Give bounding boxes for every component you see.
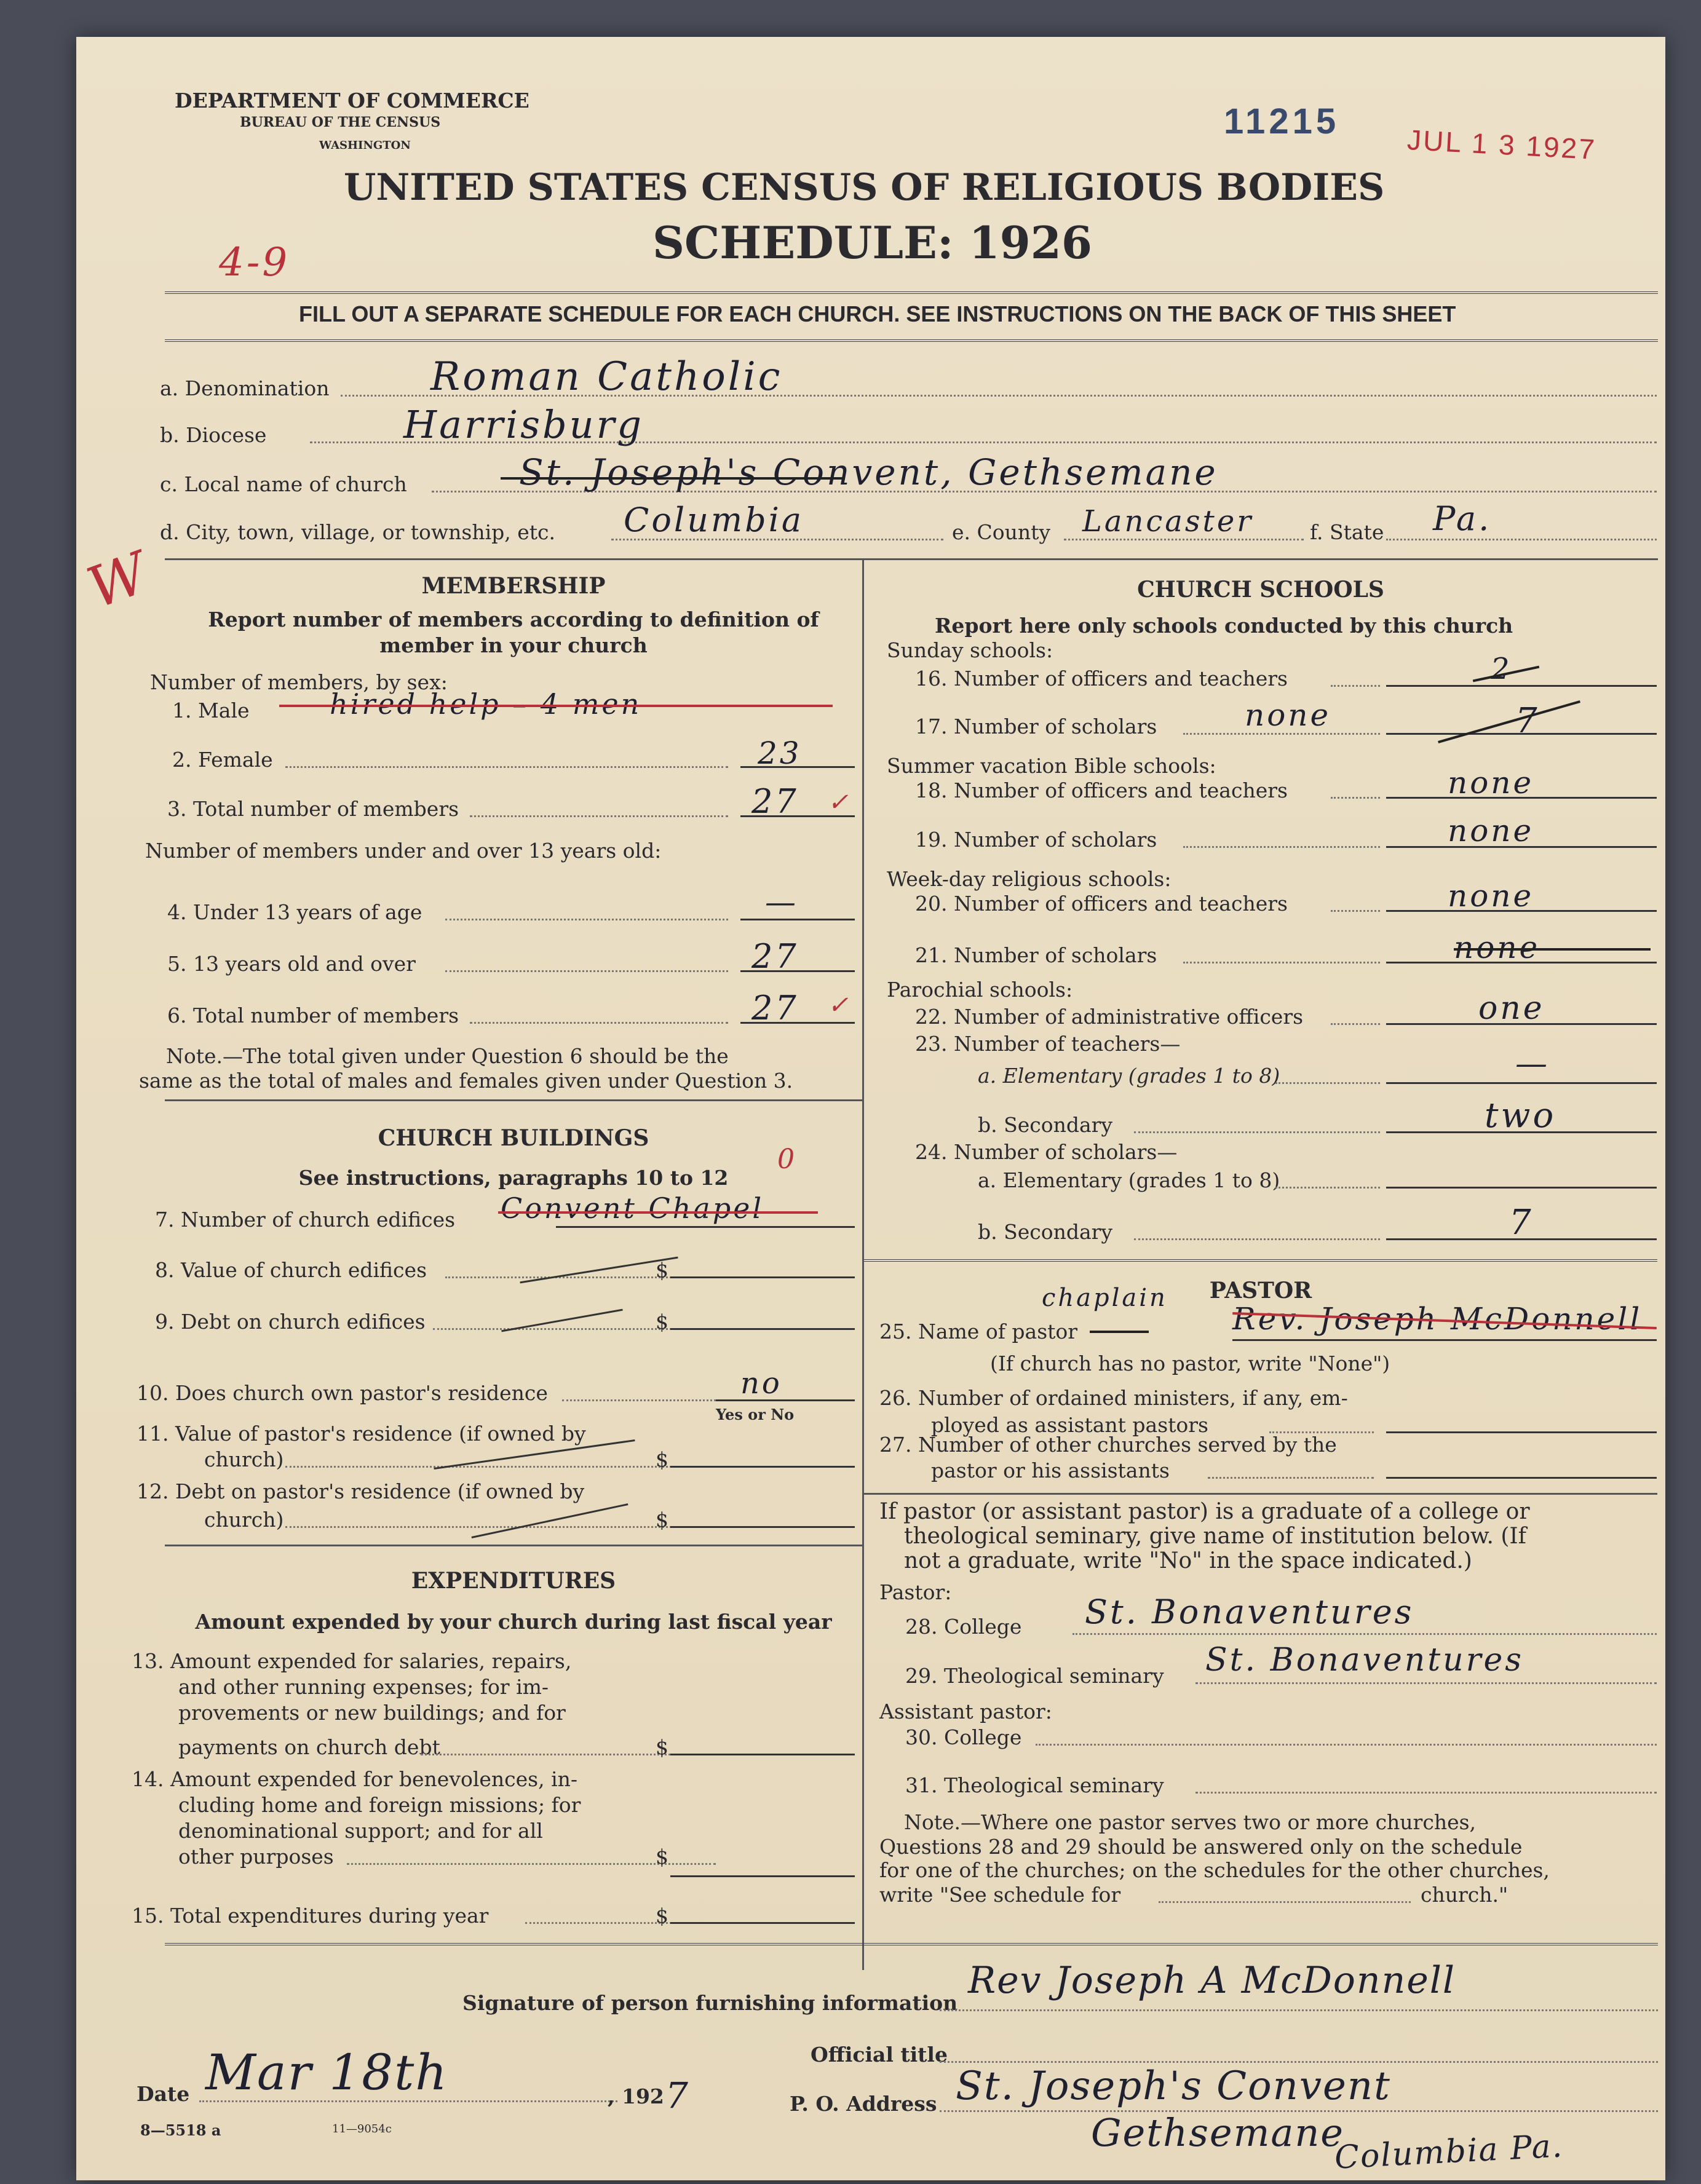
q4-dotline [445,919,728,920]
church-name-value[interactable]: St. Joseph's Convent, Gethsemane [519,451,1218,493]
q25-pastor-strike [1090,1331,1149,1333]
county-line [1064,539,1304,540]
buildings-rule [165,1545,862,1546]
q6-dotline [470,1022,728,1024]
q22-label: 22. Number of administrative officers [915,1005,1304,1029]
q25-value[interactable]: Rev. Joseph McDonnell [1232,1301,1643,1337]
q16-label: 16. Number of officers and teachers [915,667,1288,690]
graduate-line3: not a graduate, write "No" in the space indicated.) [904,1548,1472,1573]
q23-label: 23. Number of teachers— [915,1032,1181,1056]
pastor-note-blank [1159,1901,1411,1903]
q28-label: 28. College [905,1615,1022,1639]
official-title-line [940,2061,1658,2063]
q31-dotline [1195,1792,1657,1794]
q12-dollar: $ [656,1508,668,1532]
q8-answer-line [670,1276,855,1278]
q18-dotline [1331,797,1380,799]
q23a-answer-line [1386,1082,1657,1084]
date-label: Date [137,2082,190,2106]
schedule-title: SCHEDULE: 1926 [652,216,1092,269]
q12-dotline [285,1526,716,1528]
header-rule [165,291,1658,294]
q11-label: 11. Value of pastor's residence (if owned by [137,1422,586,1446]
q15-label: 15. Total expenditures during year [132,1904,489,1928]
q30-label: 30. College [905,1725,1022,1749]
serial-number: 11215 [1224,101,1340,141]
po-address-line3[interactable]: Columbia Pa. [1333,2127,1564,2177]
denomination-label: a. Denomination [160,376,330,400]
q14-line3: denominational support; and for all [178,1819,543,1843]
q17-value-none[interactable]: none [1245,697,1331,733]
summer-schools-label: Summer vacation Bible schools: [887,754,1216,778]
membership-sub2: member in your church [379,633,648,657]
form-title: UNITED STATES CENSUS OF RELIGIOUS BODIES [344,166,1385,209]
members-by-age-label: Number of members under and over 13 years old: [145,839,662,863]
q14-line2: cluding home and foreign missions; for [178,1793,581,1817]
q19-value[interactable]: none [1448,813,1534,849]
graduate-line2: theological seminary, give name of institution below. (If [904,1524,1526,1549]
q3-dotline [470,815,728,817]
q21-label: 21. Number of scholars [915,943,1157,967]
q23b-value[interactable]: two [1485,1096,1556,1136]
q13-answer-line [670,1754,855,1755]
q5-value[interactable]: 27 [751,937,799,976]
pastor-note-line3: for one of the churches; on the schedules for the other churches, [879,1858,1550,1882]
q20-dotline [1331,910,1380,912]
q2-dotline [285,766,728,768]
q24b-value[interactable]: 7 [1509,1203,1534,1243]
q23a-dotline [1275,1082,1380,1084]
signature-label: Signature of person furnishing information [462,1991,958,2015]
q2-value[interactable]: 23 [758,735,802,771]
signature-line [940,2009,1658,2011]
q11-label-cont: church) [204,1447,284,1471]
q17-strike [1438,700,1580,743]
q29-label: 29. Theological seminary [905,1664,1164,1688]
q25-answer-line [1232,1339,1657,1341]
assistant-subhead: Assistant pastor: [879,1699,1052,1723]
q3-value[interactable]: 27 [751,782,799,821]
year-digit[interactable]: 7 [665,2075,691,2116]
q11-answer-line [670,1466,855,1468]
q27-label: 27. Number of other churches served by the [879,1433,1337,1457]
q24a-dotline [1275,1187,1380,1189]
q5-dotline [445,970,728,972]
buildings-heading: CHURCH BUILDINGS [378,1125,649,1151]
pastor-subhead: Pastor: [879,1580,952,1604]
q19-dotline [1183,846,1380,848]
q25-chaplain-note: chaplain [1042,1284,1168,1312]
expenditures-sub: Amount expended by your church during last fiscal year [195,1610,832,1634]
q24-label: 24. Number of scholars— [915,1140,1178,1164]
parochial-schools-label: Parochial schools: [887,978,1073,1002]
q7-value[interactable]: Convent Chapel [501,1192,764,1225]
q30-dotline [1036,1744,1657,1746]
q21-value[interactable]: none [1454,930,1540,965]
q9-dollar: $ [656,1310,668,1334]
q24a-answer-line [1386,1187,1657,1189]
q23a-value[interactable]: — [1515,1045,1550,1082]
q26-answer-line [1386,1431,1657,1433]
pastor-note-line4: write "See schedule for [879,1883,1121,1907]
q20-label: 20. Number of officers and teachers [915,892,1288,916]
q21-strike [1454,948,1651,951]
graduate-line1: If pastor (or assistant pastor) is a graduate of a college or [879,1499,1530,1524]
pastor-note-line2: Questions 28 and 29 should be answered only on the schedule [879,1835,1523,1859]
q28-dotline [1073,1633,1657,1635]
city-value[interactable]: Columbia [624,501,804,539]
city-label: d. City, town, village, or township, etc. [160,520,556,544]
q13-line2: and other running expenses; for im- [178,1675,549,1699]
membership-note-line2: same as the total of males and females given under Question 3. [139,1069,793,1093]
q12-answer-line [670,1526,855,1528]
q7-margin-mark: 0 [777,1144,797,1175]
q1-strike [279,705,833,707]
q8-dash [520,1257,678,1284]
q14-answer-line [670,1875,855,1877]
q14-line4: other purposes [178,1845,334,1869]
state-value[interactable]: Pa. [1433,499,1492,538]
q18-label: 18. Number of officers and teachers [915,778,1288,802]
church-name-strike [501,477,845,480]
q27-answer-line [1386,1477,1657,1479]
membership-note-line1: Note.—The total given under Question 6 should be the [166,1044,729,1068]
q13-line3: provements or new buildings; and for [178,1701,566,1725]
po-address-line1[interactable]: St. Joseph's Convent [956,2063,1391,2109]
pastor-note-line1: Note.—Where one pastor serves two or more churches, [904,1810,1477,1834]
q16-value[interactable]: 2 [1491,652,1512,686]
fill-instruction: FILL OUT A SEPARATE SCHEDULE FOR EACH CHURCH. SEE INSTRUCTIONS ON THE BACK OF THIS SHEET [299,301,1456,326]
q18-value[interactable]: none [1448,765,1534,801]
membership-rule [165,1099,862,1101]
q22-value[interactable]: one [1478,990,1545,1027]
column-divider [862,558,864,1970]
q17-value-7[interactable]: 7 [1515,701,1540,741]
print-number: 11—9054c [332,2123,392,2135]
state-line [1386,539,1657,540]
q23b-label: b. Secondary [978,1113,1113,1137]
identity-rule [165,558,1658,560]
po-address-line2[interactable]: Gethsemane [1091,2110,1344,2155]
q17-label: 17. Number of scholars [915,714,1157,738]
q24b-label: b. Secondary [978,1220,1113,1244]
date-value[interactable]: Mar 18th [205,2044,448,2101]
county-value[interactable]: Lancaster [1082,504,1254,539]
schools-heading: CHURCH SCHOOLS [1137,577,1384,603]
q9-label: 9. Debt on church edifices [155,1310,426,1334]
q13-line1: 13. Amount expended for salaries, repairs, [132,1649,572,1673]
body-bottom-rule [165,1943,1658,1945]
weekday-schools-label: Week-day religious schools: [887,867,1172,891]
po-address-label: P. O. Address [790,2092,937,2116]
bureau-city: WASHINGTON [319,139,411,152]
q10-label: 10. Does church own pastor's residence [137,1381,548,1405]
q12-label: 12. Debt on pastor's residence (if owned by [137,1479,585,1503]
code-mark: 4-9 [219,240,290,285]
schools-sub: Report here only schools conducted by this church [935,614,1513,638]
buildings-sub: See instructions, paragraphs 10 to 12 [298,1166,729,1190]
q16-answer-line [1386,685,1657,687]
q15-dollar: $ [656,1904,668,1928]
q17-dotline [1183,733,1380,735]
q8-dollar: $ [656,1258,668,1282]
form-number: 8—5518 a [140,2121,221,2139]
county-label: e. County [952,520,1051,544]
q7-strike [498,1211,818,1214]
q21-dotline [1183,962,1380,963]
q10-dotline [562,1399,716,1401]
q5-label: 5. 13 years old and over [167,952,416,976]
received-date-stamp: JUL 1 3 1927 [1406,123,1598,166]
schools-rule [864,1259,1657,1262]
q7-answer-line [556,1226,855,1228]
signature-value[interactable]: Rev Joseph A McDonnell [968,1959,1456,2002]
q29-dotline [1195,1682,1657,1684]
q1-value[interactable]: hired help – 4 men [330,687,642,721]
q4-label: 4. Under 13 years of age [167,900,422,924]
q14-line1: 14. Amount expended for benevolences, in- [132,1767,578,1791]
q15-answer-line [670,1922,855,1924]
bureau-name: BUREAU OF THE CENSUS [240,114,441,130]
sunday-schools-label: Sunday schools: [887,638,1053,662]
pastor-note-line5: church." [1421,1883,1509,1907]
q12-label-cont: church) [204,1508,284,1532]
q24b-dotline [1134,1238,1380,1240]
q26-label: 26. Number of ordained ministers, if any, em- [879,1386,1348,1410]
pastor-heading: PASTOR [1209,1278,1312,1304]
official-title-label: Official title [811,2043,948,2067]
q19-label: 19. Number of scholars [915,828,1157,852]
q23b-dotline [1134,1131,1380,1133]
q3-label: 3. Total number of members [167,797,459,821]
q31-label: 31. Theological seminary [905,1773,1164,1797]
q16-dotline [1331,685,1380,687]
q27-label-cont: pastor or his assistants [931,1458,1170,1482]
q10-value[interactable]: no [740,1366,782,1401]
margin-check-mark: W [79,539,159,622]
graduate-rule [864,1493,1657,1495]
members-by-sex-label: Number of members, by sex: [150,670,448,694]
diocese-value[interactable]: Harrisburg [403,402,644,447]
q29-value[interactable]: St. Bonaventures [1205,1642,1524,1679]
q6-label: 6. Total number of members [167,1003,459,1027]
department-name: DEPARTMENT OF COMMERCE [175,89,529,113]
q3-tick: ✓ [828,788,851,817]
membership-heading: MEMBERSHIP [421,573,606,599]
q11-dollar: $ [656,1447,668,1471]
church-name-label: c. Local name of church [160,472,407,496]
q6-value[interactable]: 27 [751,989,799,1027]
q4-value[interactable]: — [765,884,798,920]
q25-note: (If church has no pastor, write "None") [990,1351,1390,1375]
expenditures-heading: EXPENDITURES [411,1568,616,1594]
q10-yes-no-hint: Yes or No [716,1406,795,1423]
state-label: f. State [1310,520,1384,544]
q28-value[interactable]: St. Bonaventures [1085,1593,1414,1631]
q26-label-cont: ployed as assistant pastors [931,1413,1208,1437]
q24a-label: a. Elementary (grades 1 to 8) [978,1168,1280,1192]
q27-dotline [1208,1477,1374,1479]
q14-dollar: $ [656,1845,668,1869]
census-schedule-sheet [76,37,1665,2180]
q9-answer-line [670,1328,855,1330]
denomination-value[interactable]: Roman Catholic [430,354,783,400]
q7-label: 7. Number of church edifices [155,1208,456,1232]
q12-dash [472,1503,628,1538]
q10-answer-line [716,1399,855,1401]
year-prefix: , 192 [608,2084,664,2108]
diocese-label: b. Diocese [160,423,267,447]
q1-label: 1. Male [172,698,250,722]
q25-label: 25. Name of pastor [879,1320,1078,1343]
instruction-rule [165,339,1658,342]
q20-value[interactable]: none [1448,878,1534,914]
q23a-label: a. Elementary (grades 1 to 8) [978,1064,1280,1088]
q22-dotline [1331,1023,1380,1025]
q2-label: 2. Female [172,748,273,772]
q11-dotline [285,1466,716,1468]
q6-tick: ✓ [828,991,851,1019]
q8-label: 8. Value of church edifices [155,1258,427,1282]
q13-dollar: $ [656,1735,668,1759]
q13-line4: payments on church debt [178,1735,440,1759]
membership-sub1: Report number of members according to definition of [208,607,819,631]
